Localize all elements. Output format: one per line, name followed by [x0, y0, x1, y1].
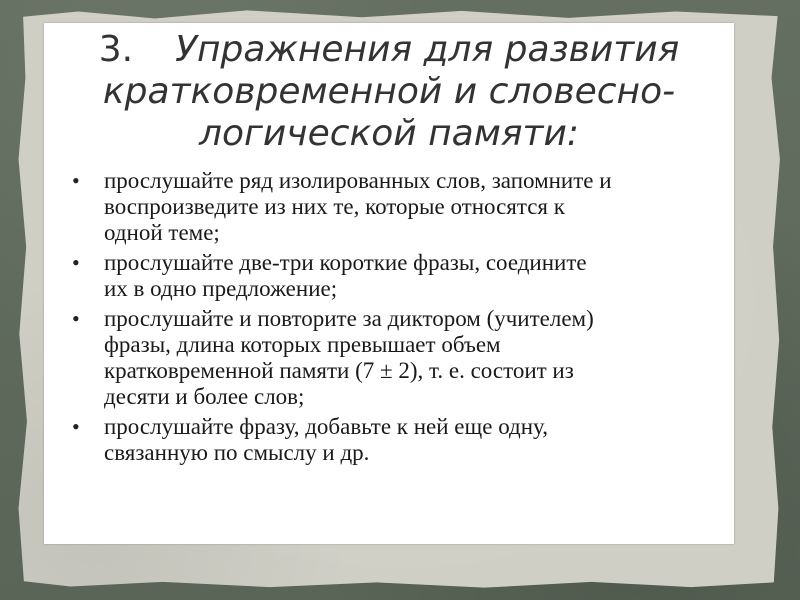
bullet-item-3	[70, 306, 720, 410]
title-line-3: логической памяти:	[198, 113, 580, 154]
bullet-item-1	[70, 168, 720, 246]
slide-title	[44, 29, 734, 155]
bullet-item-2-line-2: их в одно предложение;	[104, 276, 338, 301]
bullet-item-4-line-2: связанную по смыслу и др.	[104, 440, 370, 465]
bullet-item-2-line-1: прослушайте две-три короткие фразы, соедините	[104, 250, 587, 275]
bullet-item-1-line-2: воспроизведите из них те, которые относятся к	[104, 194, 565, 219]
bullet-dot-icon: •	[72, 250, 80, 275]
slide	[44, 23, 734, 544]
bullet-item-4	[70, 414, 720, 466]
bullet-item-4-line-1: прослушайте фразу, добавьте к ней еще одну,	[104, 414, 548, 439]
title-number: 3.	[98, 29, 134, 70]
bullet-dot-icon: •	[72, 306, 80, 331]
title-text-1: Упражнения для развития	[175, 29, 680, 70]
bullet-item-3-line-1: прослушайте и повторите за диктором (учителем)	[104, 306, 594, 331]
bullet-item-1-line-1: прослушайте ряд изолированных слов, запомните и	[104, 168, 612, 193]
title-line-1	[44, 29, 734, 71]
bullet-dot-icon: •	[72, 168, 80, 193]
bullet-item-3-line-3: кратковременной памяти (7 ± 2), т. е. состоит из	[104, 358, 574, 383]
title-line-2: кратковременной и словесно-	[102, 71, 676, 112]
bullet-item-1-line-3: одной теме;	[104, 220, 220, 245]
bullet-item-2	[70, 250, 720, 302]
bullet-item-3-line-2: фразы, длина которых превышает объем	[104, 332, 501, 357]
bullet-dot-icon: •	[72, 414, 80, 439]
bullet-item-3-line-4: десяти и более слов;	[104, 384, 305, 409]
bullet-list	[70, 168, 720, 470]
